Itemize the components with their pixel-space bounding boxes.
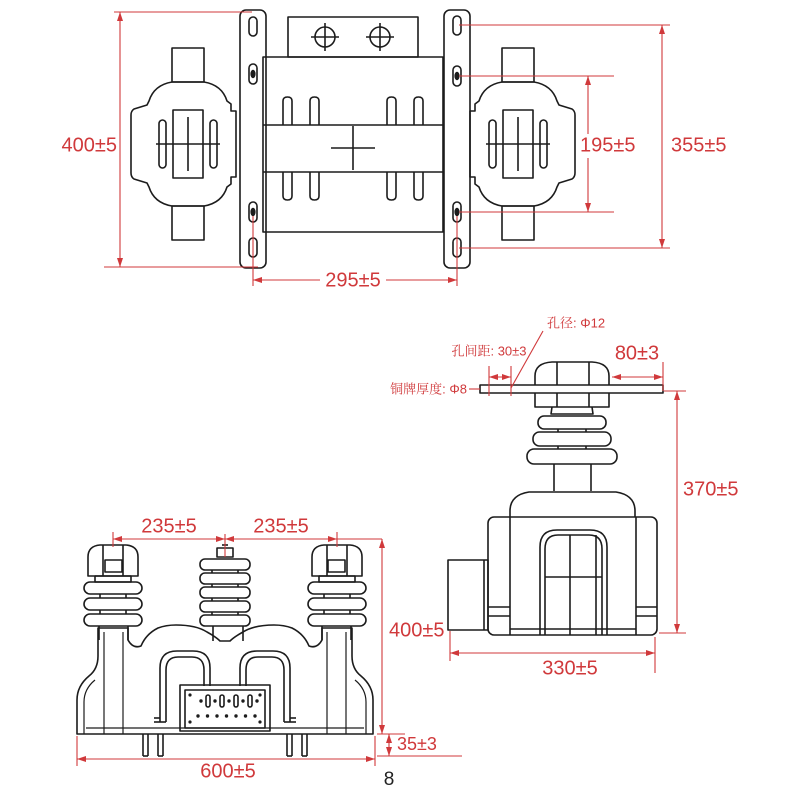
winding-arch-right — [240, 651, 296, 722]
transformer-body — [77, 625, 373, 734]
mounting-foot-right — [287, 734, 307, 756]
front-view — [77, 545, 373, 756]
dim-top-slot-span: 195±5 — [580, 134, 636, 157]
label-copper-thickness: 铜牌厚度: Φ8 — [390, 381, 467, 397]
leader-hole-diameter — [511, 331, 543, 388]
bushing-plan-right — [470, 48, 575, 240]
terminal-stud — [234, 695, 238, 707]
dim-front-width: 600±5 — [200, 760, 256, 783]
terminal-plate — [288, 17, 418, 57]
side-view — [448, 362, 663, 635]
dim-phase-spacing-right: 235±5 — [253, 515, 309, 538]
dim-terminal-length: 80±3 — [614, 342, 660, 365]
top-view — [131, 10, 575, 268]
terminal-stud — [248, 695, 252, 707]
front-view-dimensions — [77, 515, 462, 782]
top-view-dimensions — [62, 12, 727, 292]
terminal-stud — [206, 695, 210, 707]
mounting-foot-left — [143, 734, 163, 756]
dim-top-width: 400±5 — [61, 134, 117, 157]
dim-top-bolt-span: 295±5 — [325, 269, 381, 292]
terminal-stud — [220, 695, 224, 707]
label-hole-spacing: 孔间距: 30±3 — [451, 343, 527, 359]
dim-top-length: 355±5 — [671, 134, 727, 157]
insulator-left — [84, 545, 142, 640]
insulator-right — [308, 545, 366, 640]
base-body — [448, 492, 657, 635]
terminal-box — [180, 685, 270, 731]
dim-phase-spacing-left: 235±5 — [141, 515, 197, 538]
label-hole-diameter: 孔径: Φ12 — [547, 315, 606, 331]
bushing-plan-left — [131, 48, 236, 240]
insulator-center — [200, 545, 250, 641]
winding-arch-left — [154, 651, 210, 722]
page-number: 8 — [383, 769, 395, 791]
copper-terminal-bar — [480, 385, 663, 393]
dim-side-height: 370±5 — [683, 478, 739, 501]
dim-front-height: 400±5 — [389, 619, 445, 642]
core-body — [263, 57, 443, 232]
cable-box — [448, 560, 488, 630]
shed-stack — [527, 416, 617, 491]
dim-base-width: 330±5 — [542, 657, 598, 680]
bolt-hole — [249, 17, 257, 36]
dim-foot-height: 35±3 — [397, 733, 437, 754]
